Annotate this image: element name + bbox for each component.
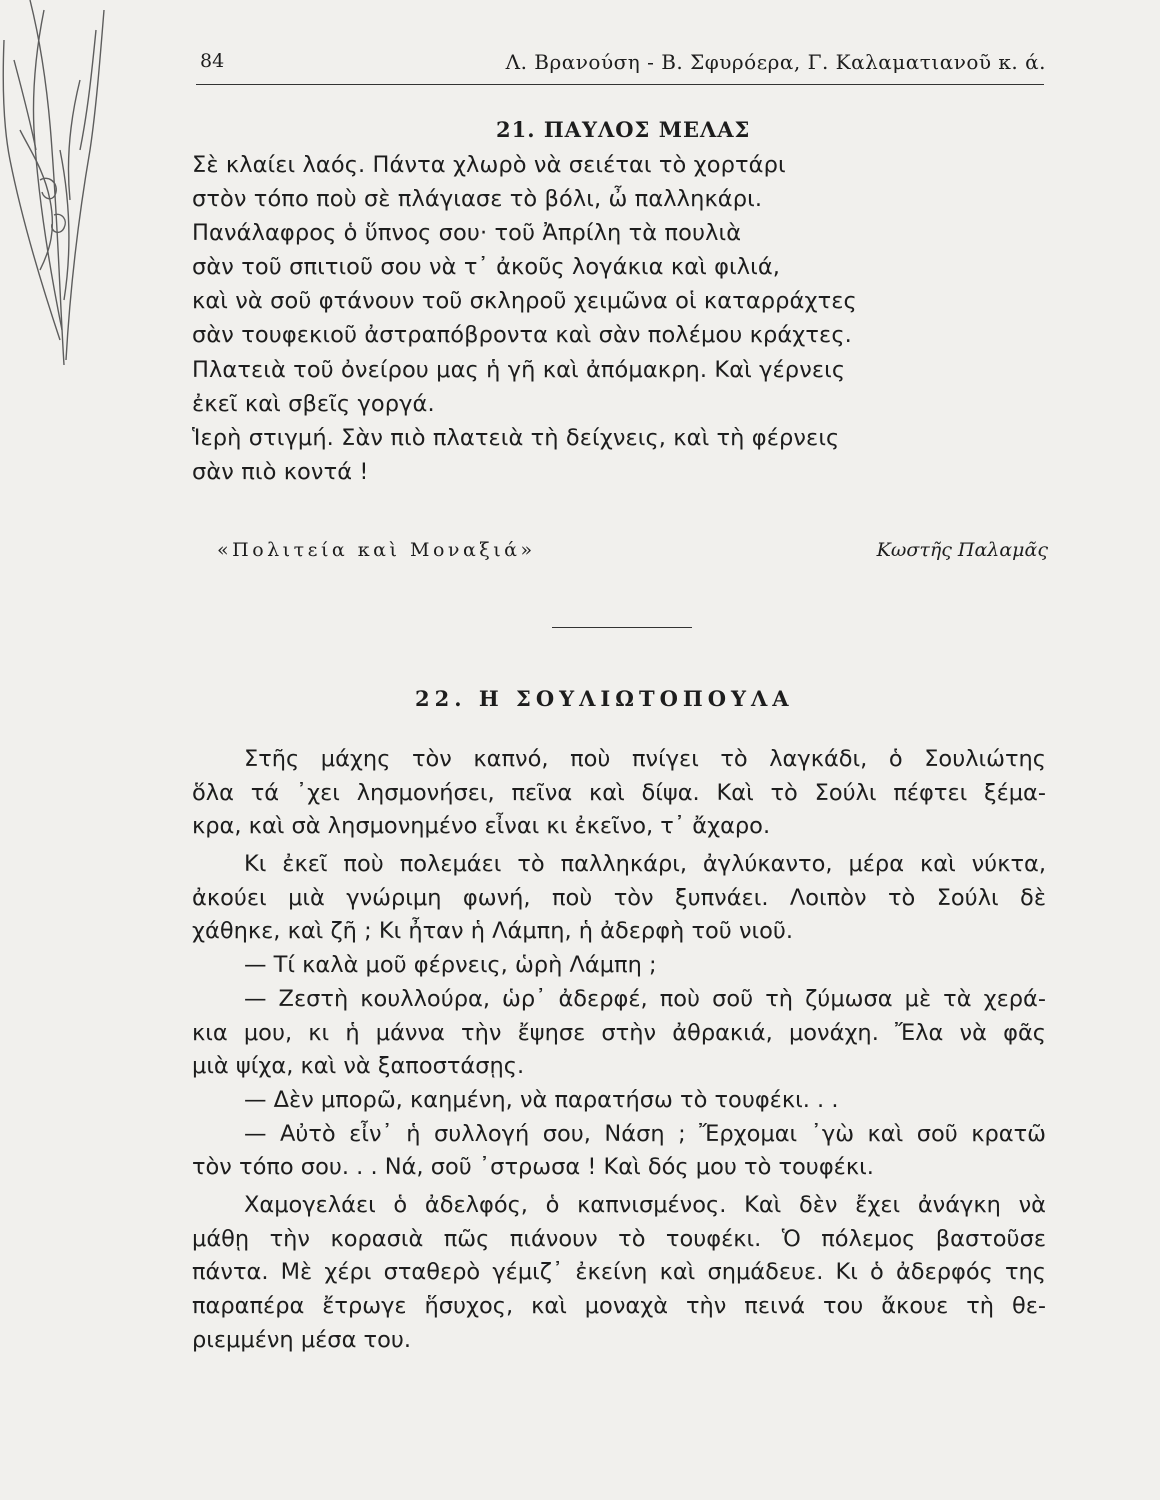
poem-line: Πανάλαφρος ὁ ὕπνος σου· τοῦ Ἀπρίλη τὰ πουλιὰ xyxy=(192,220,742,247)
prose-line: — Δὲν μπορῶ, καημένη, νὰ παρατήσω τὸ τουφέκι. . . xyxy=(244,1086,839,1113)
story-title: 22. Η ΣΟΥΛΙΩΤΟΠΟΥΛΑ xyxy=(415,686,794,711)
section-divider xyxy=(552,627,692,628)
margin-plant-sketch xyxy=(0,0,110,370)
prose-line: πάντα. Μὲ χέρι σταθερὸ γέμιζ᾿ ἐκείνη καὶ σημάδευε. Κι ὁ ἀδερφός της xyxy=(192,1259,1046,1286)
prose-line: Στῆς μάχης τὸν καπνό, ποὺ πνίγει τὸ λαγκάδι, ὁ Σουλιώτης xyxy=(244,746,1046,772)
poem-line: Σὲ κλαίει λαός. Πάντα χλωρὸ νὰ σειέται τὸ χορτάρι xyxy=(192,152,786,178)
poem-line: σὰν τοῦ σπιτιοῦ σου νὰ τ᾿ ἀκοῦς λογάκια καὶ φιλιά, xyxy=(192,254,781,281)
poem-line: καὶ νὰ σοῦ φτάνουν τοῦ σκληροῦ χειμῶνα οἱ καταρράχτες xyxy=(192,288,857,315)
prose-line: Κι ἐκεῖ ποὺ πολεμάει τὸ παλληκάρι, ἀγλύκαντο, μέρα καὶ νύκτα, xyxy=(244,851,1046,878)
prose-line: τὸν τόπο σου. . . Νά, σοῦ ᾿στρωσα ! Καὶ δός μου τὸ τουφέκι. xyxy=(192,1154,874,1181)
prose-line: — Αὐτὸ εἶν᾿ ἡ συλλογή σου, Νάση ; Ἔρχομαι ᾿γὼ καὶ σοῦ κρατῶ xyxy=(244,1120,1046,1147)
prose-line: — Ζεστὴ κουλλούρα, ὡρ᾿ ἀδερφέ, ποὺ σοῦ τὴ ζύμωσα μὲ τὰ χερά- xyxy=(244,985,1046,1012)
prose-line: μιὰ ψίχα, καὶ νὰ ξαποστάσῃς. xyxy=(192,1053,525,1080)
poem-title: 21. ΠΑΥΛΟΣ ΜΕΛΑΣ xyxy=(496,117,751,142)
prose-line: κια μου, κι ἡ μάννα τὴν ἔψησε στὴν ἀθρακιά, μονάχη. Ἔλα νὰ φᾶς xyxy=(192,1019,1046,1046)
poem-body xyxy=(192,148,857,489)
poem-source: «Πολιτεία καὶ Μοναξιά» xyxy=(217,539,536,561)
running-head: Λ. Βρανούση - Β. Σφυρόερα, Γ. Καλαματιανοῦ κ. ά. xyxy=(505,50,1046,74)
prose-line: κρα, καὶ σὰ λησμονημένο εἶναι κι ἐκεῖνο, τ᾿ ἄχαρο. xyxy=(192,813,771,840)
prose-line: ριεμμένη μέσα του. xyxy=(192,1326,412,1353)
prose-line: ὅλα τά ᾿χει λησμονήσει, πεῖνα καὶ δίψα. Καὶ τὸ Σούλι πέφτει ξέμα- xyxy=(192,779,1046,806)
poem-line: σὰν τουφεκιοῦ ἀστραπόβροντα καὶ σὰν πολέμου κράχτες. xyxy=(192,322,852,349)
poem-line: στὸν τόπο ποὺ σὲ πλάγιασε τὸ βόλι, ὦ παλληκάρι. xyxy=(192,186,763,213)
poem-line: ἐκεῖ καὶ σβεῖς γοργά. xyxy=(192,390,435,417)
page-number: 84 xyxy=(200,50,225,72)
poem-line: σὰν πιὸ κοντά ! xyxy=(192,458,369,485)
prose-line: — Τί καλὰ μοῦ φέρνεις, ὡρὴ Λάμπη ; xyxy=(244,952,657,979)
page-header xyxy=(196,44,1046,84)
poem-author: Κωστῆς Παλαμᾶς xyxy=(876,539,1048,561)
story-body xyxy=(192,743,1046,1357)
prose-line: μάθῃ τὴν κορασιὰ πῶς πιάνουν τὸ τουφέκι. Ὁ πόλεμος βαστοῦσε xyxy=(192,1225,1046,1252)
prose-line: Χαμογελάει ὁ ἀδελφός, ὁ καπνισμένος. Καὶ δὲν ἔχει ἀνάγκη νὰ xyxy=(244,1191,1046,1218)
header-rule xyxy=(196,84,1044,85)
prose-line: ἀκούει μιὰ γνώριμη φωνή, ποὺ τὸν ξυπνάει. Λοιπὸν τὸ Σούλι δὲ xyxy=(192,884,1046,911)
poem-line: Πλατειὰ τοῦ ὀνείρου μας ἡ γῆ καὶ ἀπόμακρη. Καὶ γέρνεις xyxy=(192,356,846,383)
poem-line: Ἱερὴ στιγμή. Σὰν πιὸ πλατειὰ τὴ δείχνεις, καὶ τὴ φέρνεις xyxy=(192,424,840,451)
prose-line: παραπέρα ἔτρωγε ἥσυχος, καὶ μοναχὰ τὴν πεινά του ἄκουε τὴ θε- xyxy=(192,1293,1046,1319)
prose-line: χάθηκε, καὶ ζῆ ; Κι ἦταν ἡ Λάμπη, ἡ ἀδερφὴ τοῦ νιοῦ. xyxy=(192,918,794,945)
